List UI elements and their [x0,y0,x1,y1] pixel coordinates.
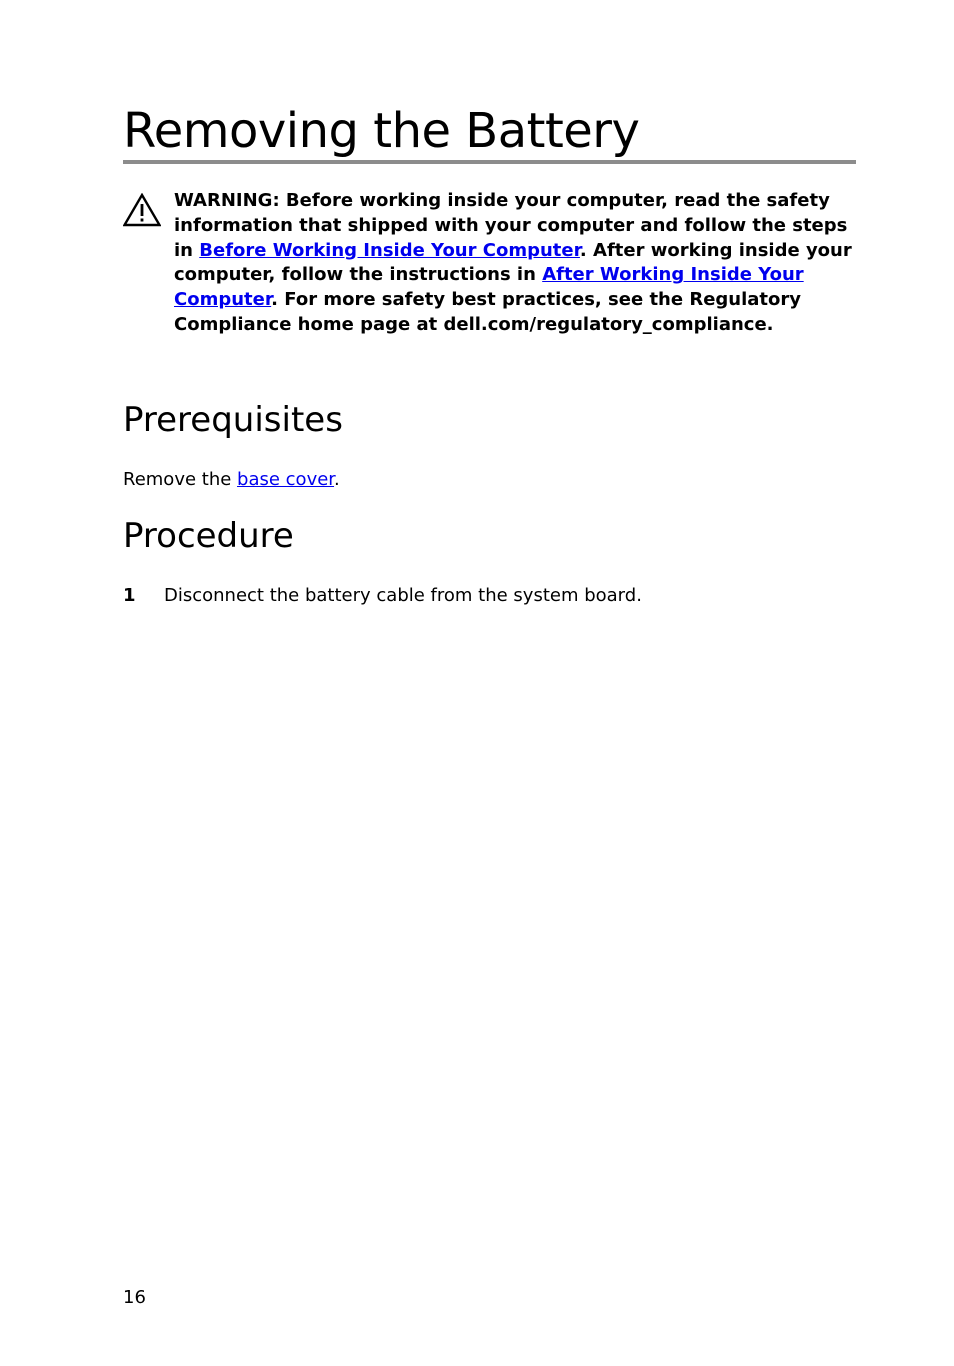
warning-triangle-icon [123,193,161,227]
procedure-heading: Procedure [123,516,294,556]
page-number: 16 [123,1287,146,1308]
warning-text-part: . After working inside your computer, follow the instructions in [174,239,852,286]
prerequisites-text-part: Remove the [123,469,238,490]
warning-text-part: WARNING: Before working inside your computer, read the safety information that shipped with your computer and follow the steps in [174,190,848,261]
prerequisites-text [123,468,340,492]
prerequisites-text-part: . [334,469,340,490]
page-title: Removing the Battery [123,103,640,159]
title-divider [123,160,856,164]
before-working-link[interactable]: Before Working Inside Your Computer [199,239,580,261]
warning-message [174,189,854,338]
warning-text-part: . For more safety best practices, see the Regulatory Compliance home page at dell.com/regulatory_compliance. [174,289,801,335]
prerequisites-heading: Prerequisites [123,400,343,440]
after-working-link[interactable]: After Working Inside Your Computer [174,264,804,311]
base-cover-link[interactable]: base cover [237,469,335,490]
step-number: 1 [123,585,136,606]
step-text: Disconnect the battery cable from the system board. [164,585,642,606]
